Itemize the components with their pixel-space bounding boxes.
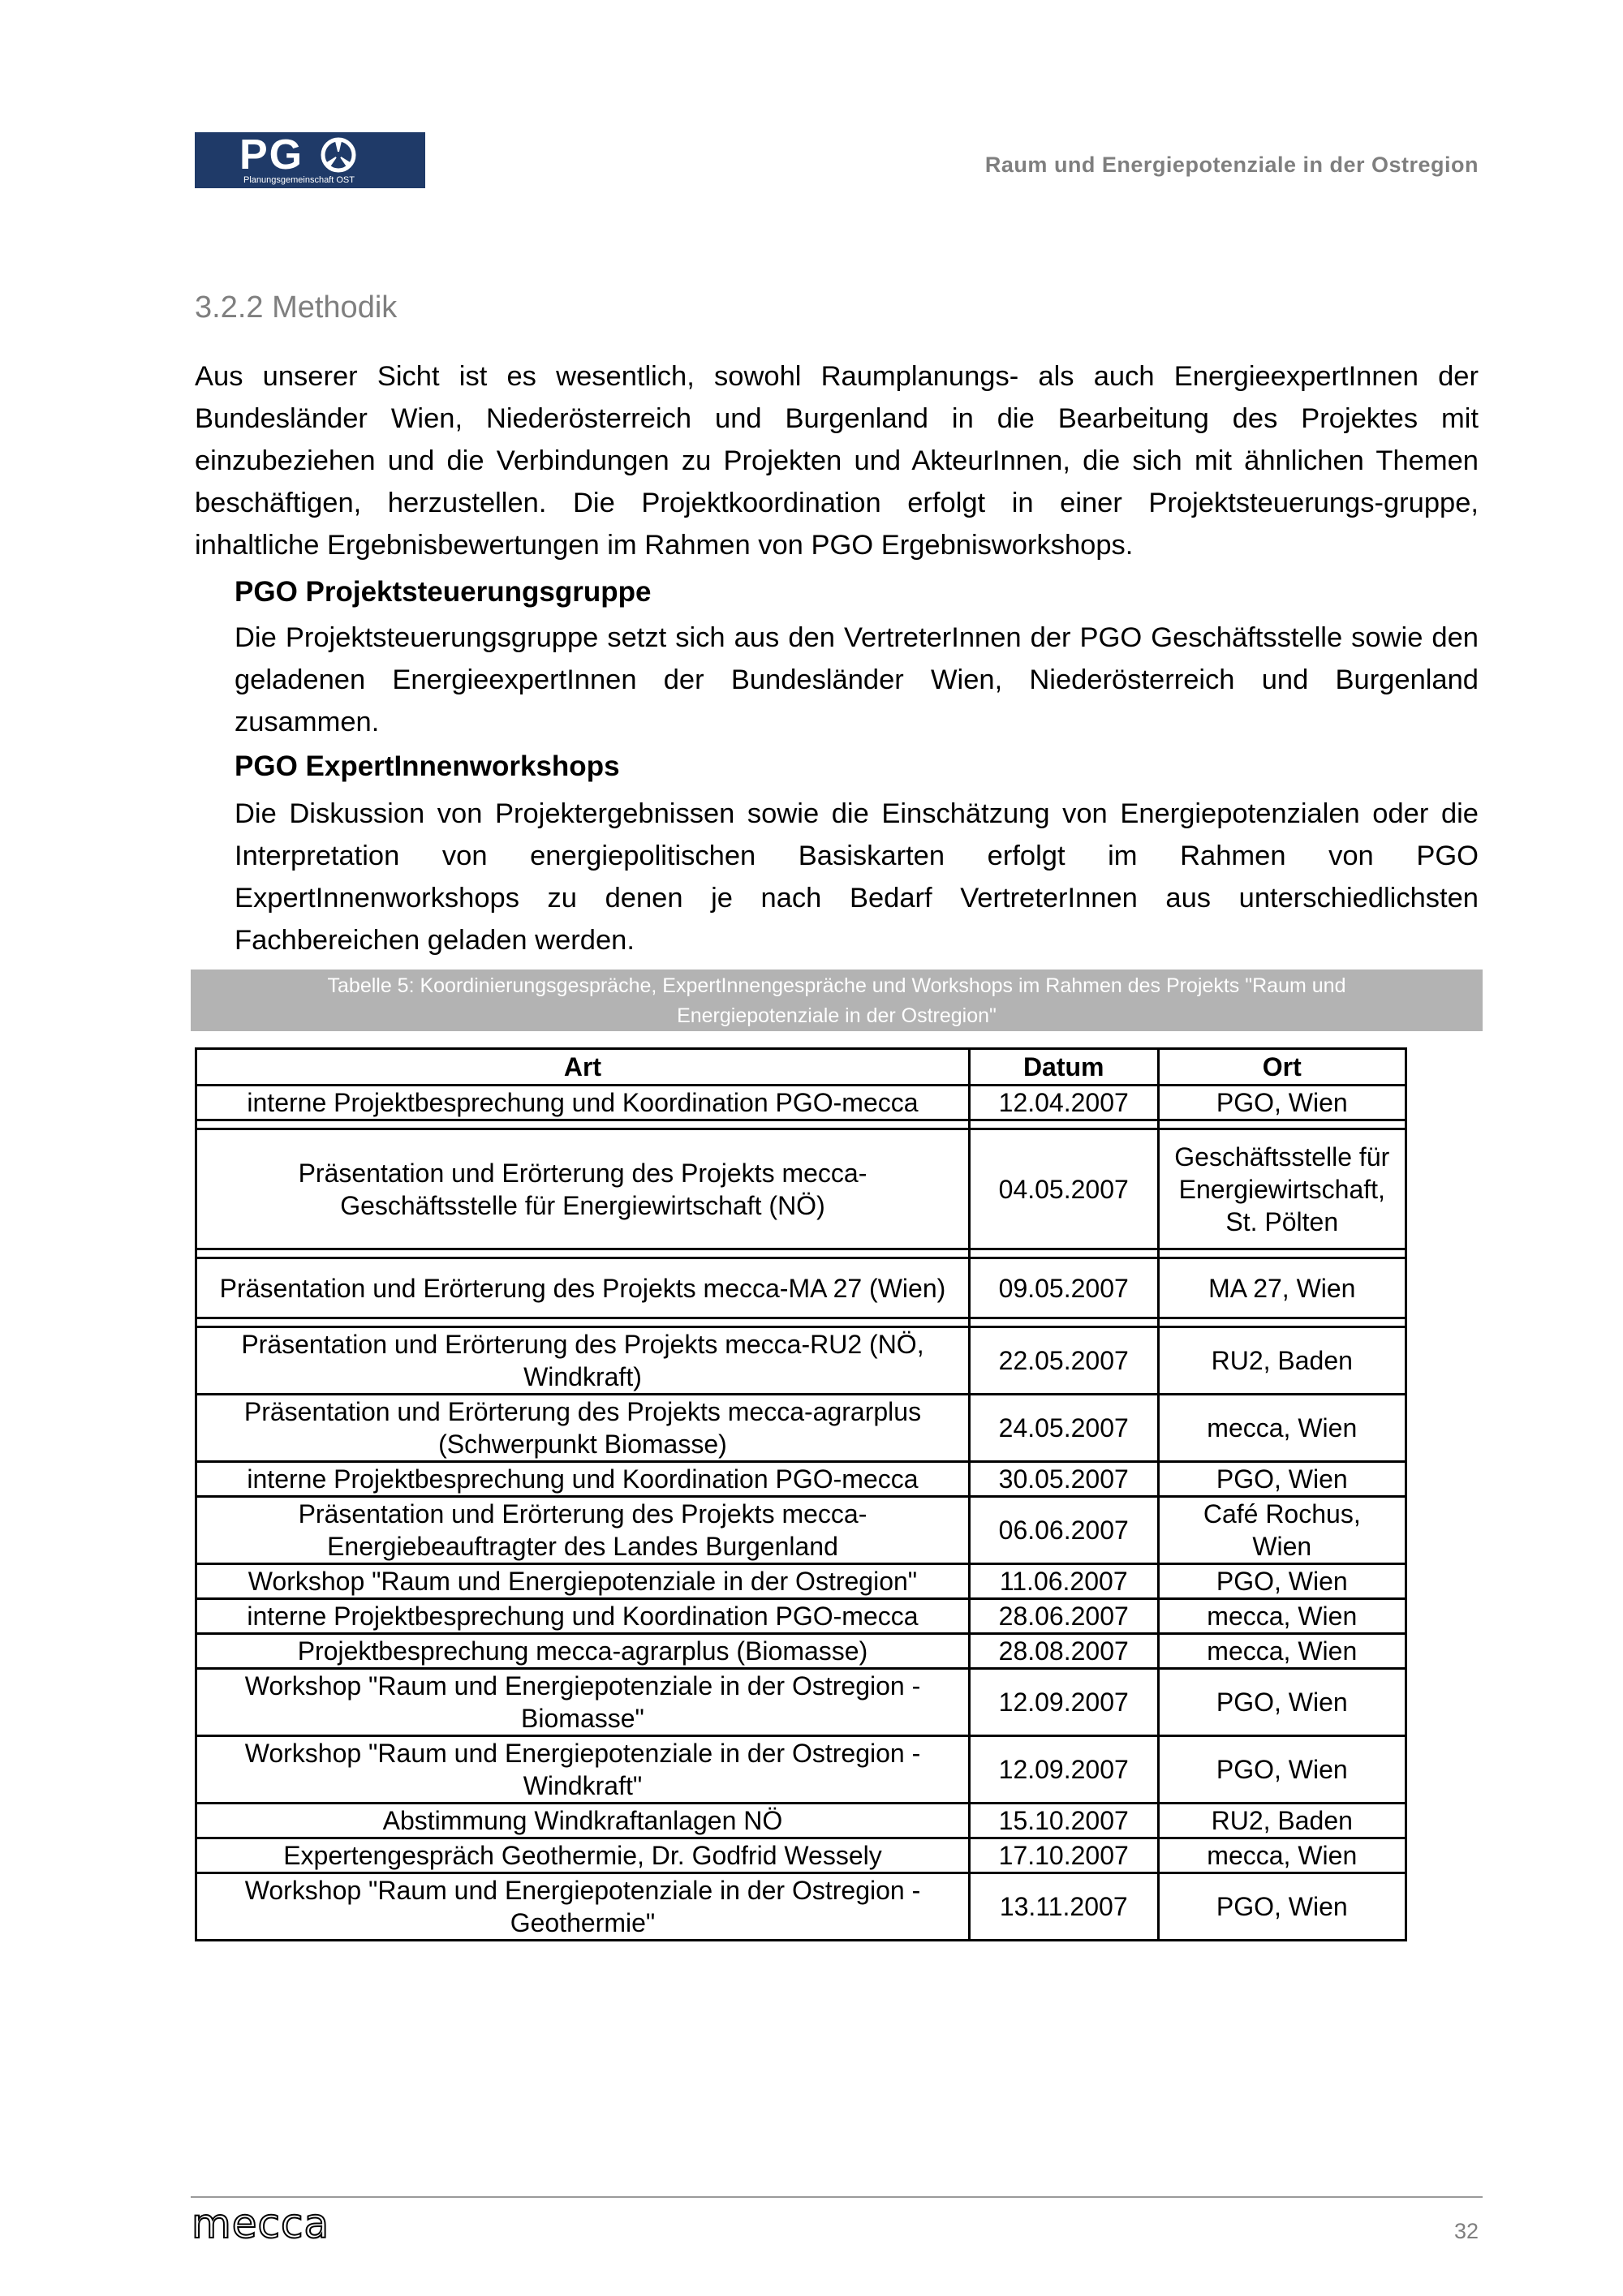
table-row <box>196 1395 1406 1462</box>
table-row <box>196 1462 1406 1497</box>
cell-art: Workshop "Raum und Energiepotenziale in der Ostregion" <box>196 1564 970 1599</box>
page-number: 32 <box>1453 2219 1479 2243</box>
cell-art: Präsentation und Erörterung des Projekts mecca-agrarplus (Schwerpunkt Biomasse) <box>196 1395 970 1462</box>
caption-line-1: Tabelle 5: Koordinierungsgespräche, ExpertInnengespräche und Workshops im Rahmen des Projekts "Raum und <box>327 974 1346 997</box>
cell-ort: PGO, Wien <box>1158 1564 1406 1599</box>
propeller-icon <box>321 137 356 173</box>
header-ort: Ort <box>1158 1049 1406 1086</box>
pgo-logo <box>195 132 425 188</box>
cell-ort: mecca, Wien <box>1158 1838 1406 1873</box>
cell-datum: 28.08.2007 <box>969 1634 1158 1669</box>
cell-datum: 15.10.2007 <box>969 1804 1158 1838</box>
cell-art: Workshop "Raum und Energiepotenziale in der Ostregion - Windkraft" <box>196 1736 970 1804</box>
cell-datum: 04.05.2007 <box>969 1129 1158 1249</box>
cell-ort: MA 27, Wien <box>1158 1258 1406 1318</box>
subheading-steering-group: PGO Projektsteuerungsgruppe <box>235 576 652 608</box>
mecca-logo: mecca <box>192 2200 330 2247</box>
cell-art: Präsentation und Erörterung des Projekts mecca-Geschäftsstelle für Energiewirtschaft (NÖ) <box>196 1129 970 1249</box>
table-row <box>196 1497 1406 1564</box>
table-header-row <box>196 1049 1406 1086</box>
cell-ort: mecca, Wien <box>1158 1634 1406 1669</box>
header-datum: Datum <box>969 1049 1158 1086</box>
steering-group-paragraph: Die Projektsteuerungsgruppe setzt sich aus den VertreterInnen der PGO Geschäftsstelle sowie den geladenen EnergieexpertInnen der Bundesländer Wien, Niederösterreich und Burgenland zusammen. <box>235 622 1479 737</box>
meetings-table <box>195 1047 1407 1941</box>
table-row <box>196 1669 1406 1736</box>
cell-art: Workshop "Raum und Energiepotenziale in der Ostregion - Biomasse" <box>196 1669 970 1736</box>
cell-ort: mecca, Wien <box>1158 1395 1406 1462</box>
cell-datum: 12.04.2007 <box>969 1086 1158 1120</box>
logo-text: PG <box>239 131 304 178</box>
cell-ort: mecca, Wien <box>1158 1599 1406 1634</box>
cell-art: Präsentation und Erörterung des Projekts mecca-Energiebeauftragter des Landes Burgenland <box>196 1497 970 1564</box>
cell-art: interne Projektbesprechung und Koordination PGO-mecca <box>196 1599 970 1634</box>
cell-datum: 12.09.2007 <box>969 1669 1158 1736</box>
subheading-workshops: PGO ExpertInnenworkshops <box>235 750 620 782</box>
cell-datum: 06.06.2007 <box>969 1497 1158 1564</box>
footer-divider <box>191 2196 1483 2198</box>
cell-art: interne Projektbesprechung und Koordination PGO-mecca <box>196 1086 970 1120</box>
cell-ort: RU2, Baden <box>1158 1327 1406 1395</box>
cell-ort: PGO, Wien <box>1158 1873 1406 1941</box>
table-row <box>196 1838 1406 1873</box>
cell-datum: 12.09.2007 <box>969 1736 1158 1804</box>
cell-datum: 30.05.2007 <box>969 1462 1158 1497</box>
cell-ort: PGO, Wien <box>1158 1462 1406 1497</box>
row-spacer <box>196 1249 1406 1258</box>
logo-subtitle: Planungsgemeinschaft OST <box>243 175 355 185</box>
header-art: Art <box>196 1049 970 1086</box>
cell-ort: PGO, Wien <box>1158 1086 1406 1120</box>
table-row <box>196 1634 1406 1669</box>
cell-art: interne Projektbesprechung und Koordination PGO-mecca <box>196 1462 970 1497</box>
cell-datum: 11.06.2007 <box>969 1564 1158 1599</box>
table-row <box>196 1736 1406 1804</box>
table-row <box>196 1804 1406 1838</box>
cell-art: Präsentation und Erörterung des Projekts mecca-RU2 (NÖ, Windkraft) <box>196 1327 970 1395</box>
cell-art: Expertengespräch Geothermie, Dr. Godfrid Wessely <box>196 1838 970 1873</box>
cell-ort: PGO, Wien <box>1158 1736 1406 1804</box>
row-spacer <box>196 1318 1406 1327</box>
table-row <box>196 1327 1406 1395</box>
table-row <box>196 1564 1406 1599</box>
intro-paragraph: Aus unserer Sicht ist es wesentlich, sowohl Raumplanungs- als auch EnergieexpertInnen der Bundesländer Wien, Niederösterreich und Burgenland in die Bearbeitung des Projektes mit einzubeziehen und die Verbindungen zu Projekten und AkteurInnen, die sich mit ähnlichen Themen beschäftigen, herzustellen. Die Projektkoordination erfolgt in einer Projektsteuerungs-gruppe, inhaltliche Ergebnisbewertungen im Rahmen von PGO Ergebnisworkshops. <box>195 361 1479 561</box>
cell-datum: 28.06.2007 <box>969 1599 1158 1634</box>
cell-art: Präsentation und Erörterung des Projekts mecca-MA 27 (Wien) <box>196 1258 970 1318</box>
table-row <box>196 1873 1406 1941</box>
cell-datum: 22.05.2007 <box>969 1327 1158 1395</box>
cell-art: Workshop "Raum und Energiepotenziale in der Ostregion - Geothermie" <box>196 1873 970 1941</box>
caption-line-2: Energiepotenziale in der Ostregion" <box>677 1004 997 1027</box>
cell-datum: 13.11.2007 <box>969 1873 1158 1941</box>
table-row <box>196 1129 1406 1249</box>
section-heading: 3.2.2 Methodik <box>195 290 398 325</box>
cell-ort: RU2, Baden <box>1158 1804 1406 1838</box>
row-spacer <box>196 1120 1406 1129</box>
cell-ort: PGO, Wien <box>1158 1669 1406 1736</box>
cell-datum: 09.05.2007 <box>969 1258 1158 1318</box>
cell-datum: 24.05.2007 <box>969 1395 1158 1462</box>
table-row <box>196 1599 1406 1634</box>
table-row <box>196 1258 1406 1318</box>
header-title: Raum und Energiepotenziale in der Ostregion <box>984 153 1479 177</box>
cell-art: Abstimmung Windkraftanlagen NÖ <box>196 1804 970 1838</box>
workshops-paragraph: Die Diskussion von Projektergebnissen sowie die Einschätzung von Energiepotenzialen oder die Interpretation von energiepolitischen Basiskarten erfolgt im Rahmen von PGO ExpertInnenworkshops zu denen je nach Bedarf VertreterInnen aus unterschiedlichsten Fachbereichen geladen werden. <box>235 798 1479 956</box>
table-caption <box>191 970 1483 1031</box>
table-row <box>196 1086 1406 1120</box>
cell-datum: 17.10.2007 <box>969 1838 1158 1873</box>
cell-ort: Café Rochus, Wien <box>1158 1497 1406 1564</box>
cell-ort: Geschäftsstelle für Energiewirtschaft, St. Pölten <box>1158 1129 1406 1249</box>
cell-art: Projektbesprechung mecca-agrarplus (Biomasse) <box>196 1634 970 1669</box>
